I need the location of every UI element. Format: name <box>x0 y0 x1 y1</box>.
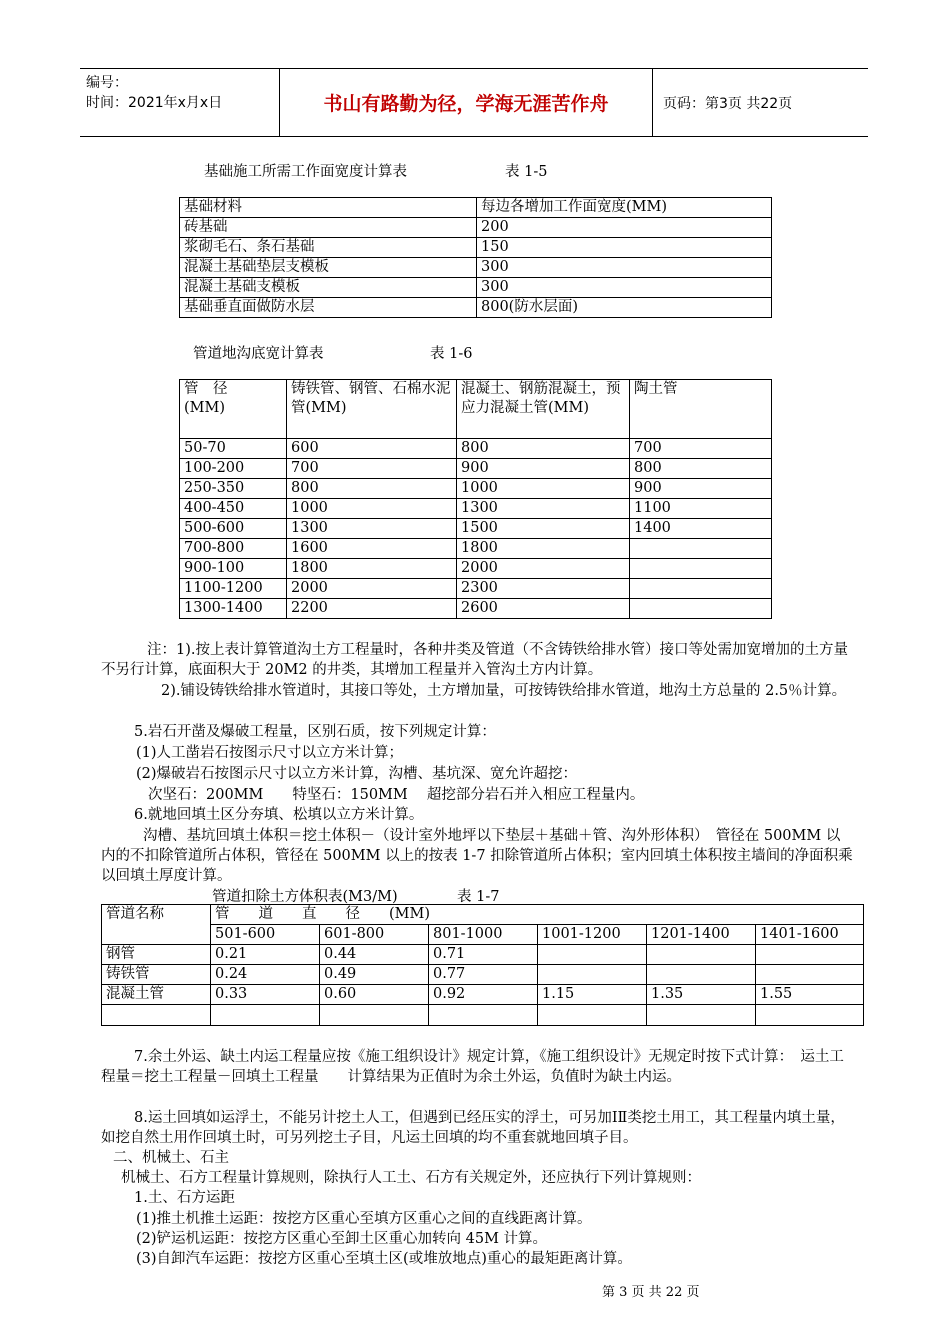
table-cell: 砖基础 <box>180 218 477 238</box>
table-cell: 100-200 <box>180 459 287 479</box>
item-1: 1.土、石方运距 <box>134 1190 235 1206</box>
table-row <box>180 258 772 278</box>
table-row <box>180 238 772 258</box>
table-cell: 1000 <box>457 479 630 499</box>
table-cell: 1300-1400 <box>180 599 287 619</box>
note-1: 注：1).按上表计算管道沟土方工程量时，各种井类及管道（不含铸铁给排水管）接口等处需加宽增加的土方量不另行计算，底面积大于 20M2 的井类，其增加工程量并入管沟土方内计算。 <box>101 642 848 678</box>
table-cell: 200 <box>477 218 772 238</box>
table-row <box>180 579 772 599</box>
table-row <box>180 499 772 519</box>
section-2-text: 机械土、石方工程量计算规则，除执行人工土、石方有关规定外，还应执行下列计算规则： <box>121 1170 701 1186</box>
table-cell: 800 <box>287 479 457 499</box>
table-cell: 700 <box>287 459 457 479</box>
table-cell: 钢管 <box>102 945 211 965</box>
table-cell <box>647 1005 756 1026</box>
table-cell: 50-70 <box>180 439 287 459</box>
table-cell: 混凝土基础支模板 <box>180 278 477 298</box>
item-1-2: (2)铲运机运距：按挖方区重心至卸土区重心加转向 45M 计算。 <box>136 1231 548 1247</box>
table-cell <box>647 945 756 965</box>
table-cell <box>429 1005 538 1026</box>
table15-title: 基础施工所需工作面宽度计算表 <box>204 164 407 180</box>
page-header <box>80 68 868 137</box>
table-header-cell: 1401-1600 <box>756 925 864 945</box>
table16-title: 管道地沟底宽计算表 <box>193 346 324 362</box>
table-cell: 900 <box>457 459 630 479</box>
table-header-cell: 管 径 (MM) <box>180 380 287 439</box>
table-header-cell: 陶土管 <box>630 380 772 439</box>
table-cell: 800 <box>457 439 630 459</box>
table-header-cell: 基础材料 <box>180 198 477 218</box>
table-cell: 1100 <box>630 499 772 519</box>
table-cell: 0.92 <box>429 985 538 1005</box>
table-row <box>180 278 772 298</box>
table-cell <box>320 1005 429 1026</box>
table-cell: 浆砌毛石、条石基础 <box>180 238 477 258</box>
table-cell: 1.55 <box>756 985 864 1005</box>
table-row <box>180 559 772 579</box>
table-row <box>180 459 772 479</box>
table-cell <box>756 945 864 965</box>
table17-number: 表 1-7 <box>457 889 500 905</box>
table-cell: 1800 <box>287 559 457 579</box>
page-footer: 第 3 页 共 22 页 <box>602 1285 700 1300</box>
table-cell: 1100-1200 <box>180 579 287 599</box>
table-row <box>102 985 864 1005</box>
table-header-cell: 1201-1400 <box>647 925 756 945</box>
table-cell <box>630 579 772 599</box>
table-row <box>180 519 772 539</box>
table-cell: 700 <box>630 439 772 459</box>
table-row <box>180 539 772 559</box>
table-row <box>102 945 864 965</box>
table-cell: 基础垂直面做防水层 <box>180 298 477 318</box>
table-header-row <box>102 905 864 925</box>
table-cell: 300 <box>477 278 772 298</box>
table-cell: 900 <box>630 479 772 499</box>
table-cell: 2300 <box>457 579 630 599</box>
para-5-1: (1)人工凿岩石按图示尺寸以立方米计算； <box>136 745 404 761</box>
table-cell: 1300 <box>287 519 457 539</box>
para-5-3: 次坚石：200MM 特坚石：150MM 超挖部分岩石并入相应工程量内。 <box>148 787 645 803</box>
table-cell: 800 <box>630 459 772 479</box>
table-cell: 2600 <box>457 599 630 619</box>
table-cell <box>647 965 756 985</box>
table-cell <box>538 965 647 985</box>
table-cell: 0.71 <box>429 945 538 965</box>
header-time: 时间：2021年x月x日 <box>86 95 223 111</box>
para-8: 8.运土回填如运浮土，不能另计挖土人工，但遇到已经压实的浮土，可另加ⅠⅡ类挖土用工，其工程量内填土量，如挖自然土用作回填土时，可另列挖土子目，凡运土回填的均不重套就地回填子目。 <box>101 1110 845 1146</box>
table-cell: 1500 <box>457 519 630 539</box>
table-header-row <box>180 198 772 218</box>
table-header-cell: 601-800 <box>320 925 429 945</box>
table-cell: 2000 <box>457 559 630 579</box>
table-cell: 150 <box>477 238 772 258</box>
note-2: 2).铺设铸铁给排水管道时，其接口等处，土方增加量，可按铸铁给排水管道，地沟土方总量的 2.5％计算。 <box>161 683 847 699</box>
table-header-row <box>180 380 772 439</box>
table-cell: 铸铁管 <box>102 965 211 985</box>
table-cell <box>538 1005 647 1026</box>
section-2-heading: 二、机械土、石主 <box>113 1150 229 1166</box>
table-header-row <box>102 925 864 945</box>
table-row <box>180 218 772 238</box>
table-row <box>102 1005 864 1026</box>
header-meta <box>80 69 280 136</box>
table-cell <box>211 1005 320 1026</box>
table-cell: 700-800 <box>180 539 287 559</box>
table-row <box>180 599 772 619</box>
para-5: 5.岩石开凿及爆破工程量，区别石质，按下列规定计算： <box>134 724 496 740</box>
para-7: 7.余土外运、缺土内运工程量应按《施工组织设计》规定计算，《施工组织设计》无规定时按下式计算： 运土工程量＝挖土工程量－回填土工程量 计算结果为正值时为余土外运，负值时为缺土内运。 <box>101 1049 844 1085</box>
table-cell: 0.49 <box>320 965 429 985</box>
header-code: 编号： <box>86 75 128 91</box>
table-cell <box>102 1005 211 1026</box>
table-cell: 1600 <box>287 539 457 559</box>
header-page: 页码：第3页 共22页 <box>663 95 793 112</box>
para-5-2: (2)爆破岩石按图示尺寸以立方米计算，沟槽、基坑深、宽允许超挖： <box>136 766 578 782</box>
table-header-cell: 501-600 <box>211 925 320 945</box>
table-cell: 0.44 <box>320 945 429 965</box>
table17 <box>101 904 864 1026</box>
table-cell <box>756 965 864 985</box>
table-cell: 0.33 <box>211 985 320 1005</box>
table-cell: 300 <box>477 258 772 278</box>
table-cell: 2000 <box>287 579 457 599</box>
table-cell: 1.15 <box>538 985 647 1005</box>
table-cell: 800(防水层面) <box>477 298 772 318</box>
table16 <box>179 379 772 619</box>
table17-title: 管道扣除土方体积表(M3/M) <box>212 889 398 905</box>
table-cell: 0.60 <box>320 985 429 1005</box>
table15-number: 表 1-5 <box>505 164 548 180</box>
table-cell: 500-600 <box>180 519 287 539</box>
table-cell <box>630 599 772 619</box>
table-header-cell: 管 道 直 径 (MM) <box>211 905 864 925</box>
table-cell <box>630 559 772 579</box>
table-cell: 900-100 <box>180 559 287 579</box>
table-cell: 混凝土基础垫层支模板 <box>180 258 477 278</box>
table-cell: 1800 <box>457 539 630 559</box>
table-header-cell: 铸铁管、钢管、石棉水泥管(MM) <box>287 380 457 439</box>
table16-number: 表 1-6 <box>430 346 473 362</box>
table-cell: 混凝土管 <box>102 985 211 1005</box>
table-row <box>180 439 772 459</box>
table-cell: 1400 <box>630 519 772 539</box>
table-cell: 400-450 <box>180 499 287 519</box>
table-header-cell: 801-1000 <box>429 925 538 945</box>
table-cell: 0.24 <box>211 965 320 985</box>
table-header-cell: 1001-1200 <box>538 925 647 945</box>
table-cell <box>538 945 647 965</box>
table-header-cell: 每边各增加工作面宽度(MM) <box>477 198 772 218</box>
table-row <box>102 965 864 985</box>
table-cell: 1300 <box>457 499 630 519</box>
table-header-cell: 混凝土、钢筋混凝土，预应力混凝土管(MM) <box>457 380 630 439</box>
table15 <box>179 197 772 318</box>
table-cell: 0.21 <box>211 945 320 965</box>
para-6-text: 沟槽、基坑回填土体积＝挖土体积－（设计室外地坪以下垫层＋基础＋管、沟外形体积） 管径在 500MM 以内的不扣除管道所占体积，管径在 500MM 以上的按表 1-7 扣除管道所占体积；室内回填土体积按主墙间的净面积乘以回填土厚度计算。 <box>101 828 853 884</box>
table-cell: 600 <box>287 439 457 459</box>
table-header-cell: 管道名称 <box>102 905 211 945</box>
item-1-3: (3)自卸汽车运距：按挖方区重心至填土区(或堆放地点)重心的最矩距离计算。 <box>136 1251 632 1267</box>
table-cell: 250-350 <box>180 479 287 499</box>
table-row <box>180 479 772 499</box>
table-cell: 2200 <box>287 599 457 619</box>
item-1-1: (1)推土机推土运距：按挖方区重心至填方区重心之间的直线距离计算。 <box>136 1211 592 1227</box>
para-6: 6.就地回填土区分夯填、松填以立方米计算。 <box>134 807 424 823</box>
table-cell: 1000 <box>287 499 457 519</box>
table-row <box>180 298 772 318</box>
table-cell: 0.77 <box>429 965 538 985</box>
table-cell <box>630 539 772 559</box>
table-cell: 1.35 <box>647 985 756 1005</box>
table-cell <box>756 1005 864 1026</box>
header-motto: 书山有路勤为径，学海无涯苦作舟 <box>280 69 653 136</box>
